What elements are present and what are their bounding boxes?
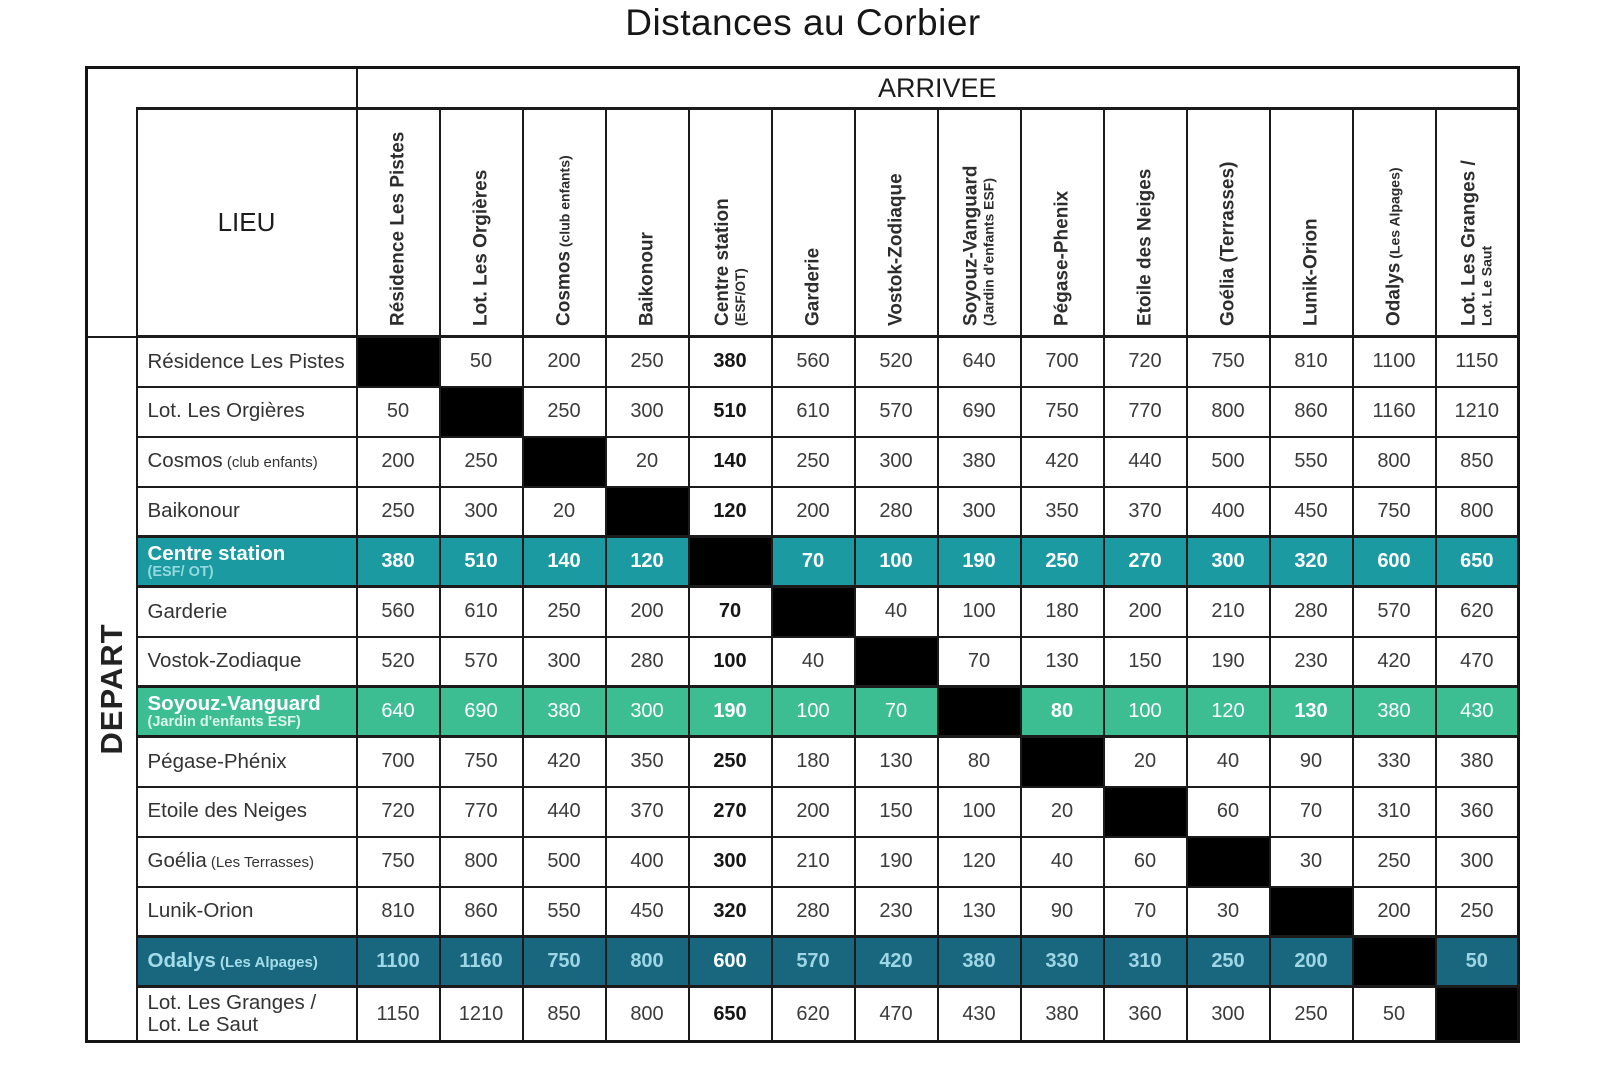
distance-cell: 650	[1436, 537, 1519, 587]
distance-cell: 1160	[1353, 387, 1436, 437]
distance-cell: 380	[357, 537, 440, 587]
distance-cell: 600	[1353, 537, 1436, 587]
distance-cell: 430	[1436, 687, 1519, 737]
distance-cell: 270	[1104, 537, 1187, 587]
distance-cell: 130	[855, 737, 938, 787]
distance-cell: 640	[357, 687, 440, 737]
distance-cell: 300	[606, 387, 689, 437]
distance-cell: 300	[440, 487, 523, 537]
column-header: Garderie	[772, 109, 855, 337]
row-label: Lot. Les Orgières	[137, 387, 357, 437]
distance-cell: 1160	[440, 937, 523, 987]
distance-cell: 250	[1270, 987, 1353, 1042]
distance-cell: 720	[357, 787, 440, 837]
distance-cell: 40	[772, 637, 855, 687]
distance-cell: 690	[938, 387, 1021, 437]
column-header: Résidence Les Pistes	[357, 109, 440, 337]
column-header: Baikonour	[606, 109, 689, 337]
distance-cell: 20	[1021, 787, 1104, 837]
distance-cell: 50	[1436, 937, 1519, 987]
distance-cell: 300	[689, 837, 772, 887]
lieu-header: LIEU	[137, 109, 357, 337]
diagonal-cell	[1436, 987, 1519, 1042]
column-header: Etoile des Neiges	[1104, 109, 1187, 337]
distance-cell: 200	[772, 487, 855, 537]
table-row	[87, 687, 1519, 737]
distance-cell: 690	[440, 687, 523, 737]
column-header: Soyouz-Vanguard (Jardin d'enfants ESF)	[938, 109, 1021, 337]
distance-cell: 380	[1436, 737, 1519, 787]
distance-cell: 300	[1436, 837, 1519, 887]
distance-cell: 190	[1187, 637, 1270, 687]
row-label: Etoile des Neiges	[137, 787, 357, 837]
distance-cell: 800	[440, 837, 523, 887]
distance-cell: 280	[606, 637, 689, 687]
distance-cell: 200	[1104, 587, 1187, 637]
distance-cell: 40	[855, 587, 938, 637]
distance-cell: 510	[689, 387, 772, 437]
distance-cell: 1150	[357, 987, 440, 1042]
distance-cell: 200	[772, 787, 855, 837]
distance-cell: 100	[855, 537, 938, 587]
distance-cell: 50	[440, 337, 523, 387]
distance-cell: 620	[772, 987, 855, 1042]
distance-cell: 200	[1353, 887, 1436, 937]
table-row	[87, 537, 1519, 587]
distance-cell: 330	[1021, 937, 1104, 987]
distance-cell: 610	[440, 587, 523, 637]
distance-cell: 200	[606, 587, 689, 637]
column-header-row	[87, 109, 1519, 337]
row-label: Résidence Les Pistes	[137, 337, 357, 387]
distance-cell: 700	[357, 737, 440, 787]
distance-cell: 420	[855, 937, 938, 987]
arrivee-header: ARRIVEE	[357, 68, 1519, 109]
distance-cell: 520	[855, 337, 938, 387]
column-header: Odalys (Les Alpages)	[1353, 109, 1436, 337]
distance-cell: 250	[523, 587, 606, 637]
distance-cell: 190	[689, 687, 772, 737]
distance-cell: 200	[357, 437, 440, 487]
distance-cell: 550	[1270, 437, 1353, 487]
distance-cell: 450	[606, 887, 689, 937]
top-left-spacer	[87, 68, 357, 109]
distance-cell: 180	[772, 737, 855, 787]
distance-cell: 520	[357, 637, 440, 687]
distance-cell: 190	[855, 837, 938, 887]
distance-cell: 20	[1104, 737, 1187, 787]
distance-cell: 70	[855, 687, 938, 737]
distance-cell: 360	[1436, 787, 1519, 837]
distance-cell: 20	[606, 437, 689, 487]
distance-cell: 250	[357, 487, 440, 537]
diagonal-cell	[855, 637, 938, 687]
distance-table	[85, 66, 1520, 1043]
distance-cell: 420	[523, 737, 606, 787]
distance-cell: 380	[689, 337, 772, 387]
column-header: Cosmos (club enfants)	[523, 109, 606, 337]
distance-cell: 120	[606, 537, 689, 587]
row-label: Soyouz-Vanguard (Jardin d'enfants ESF)	[137, 687, 357, 737]
distance-cell: 370	[1104, 487, 1187, 537]
distance-cell: 470	[1436, 637, 1519, 687]
distance-cell: 750	[357, 837, 440, 887]
distance-cell: 300	[523, 637, 606, 687]
distance-cell: 370	[606, 787, 689, 837]
distance-cell: 450	[1270, 487, 1353, 537]
distance-cell: 130	[1021, 637, 1104, 687]
distance-cell: 150	[1104, 637, 1187, 687]
distance-cell: 570	[440, 637, 523, 687]
depart-header	[87, 337, 137, 1042]
distance-cell: 300	[938, 487, 1021, 537]
distance-cell: 430	[938, 987, 1021, 1042]
diagonal-cell	[357, 337, 440, 387]
distance-cell: 380	[1353, 687, 1436, 737]
distance-cell: 1100	[357, 937, 440, 987]
distance-cell: 750	[1021, 387, 1104, 437]
distance-cell: 270	[689, 787, 772, 837]
row-label: Baikonour	[137, 487, 357, 537]
distance-cell: 1210	[440, 987, 523, 1042]
distance-cell: 150	[855, 787, 938, 837]
diagonal-cell	[606, 487, 689, 537]
distance-cell: 60	[1187, 787, 1270, 837]
distance-cell: 500	[523, 837, 606, 887]
depart-label: DEPART	[93, 623, 129, 755]
distance-cell: 310	[1353, 787, 1436, 837]
distance-cell: 50	[1353, 987, 1436, 1042]
distance-cell: 600	[689, 937, 772, 987]
table-row	[87, 637, 1519, 687]
diagonal-cell	[772, 587, 855, 637]
distance-cell: 140	[523, 537, 606, 587]
distance-cell: 380	[938, 937, 1021, 987]
distance-cell: 190	[938, 537, 1021, 587]
distance-cell: 500	[1187, 437, 1270, 487]
distance-cell: 180	[1021, 587, 1104, 637]
distance-cell: 140	[689, 437, 772, 487]
column-header: Centre station (ESF/OT)	[689, 109, 772, 337]
distance-cell: 560	[357, 587, 440, 637]
distance-cell: 510	[440, 537, 523, 587]
distance-cell: 320	[1270, 537, 1353, 587]
diagonal-cell	[1187, 837, 1270, 887]
table-row	[87, 387, 1519, 437]
distance-cell: 850	[1436, 437, 1519, 487]
table-row	[87, 887, 1519, 937]
distance-cell: 250	[772, 437, 855, 487]
distance-cell: 30	[1270, 837, 1353, 887]
distance-cell: 620	[1436, 587, 1519, 637]
distance-cell: 1100	[1353, 337, 1436, 387]
distance-cell: 100	[1104, 687, 1187, 737]
distance-cell: 120	[1187, 687, 1270, 737]
distance-cell: 350	[1021, 487, 1104, 537]
distance-cell: 20	[523, 487, 606, 537]
distance-cell: 70	[938, 637, 1021, 687]
distance-cell: 800	[606, 987, 689, 1042]
diagonal-cell	[523, 437, 606, 487]
distance-cell: 380	[938, 437, 1021, 487]
distance-cell: 200	[1270, 937, 1353, 987]
distance-cell: 40	[1021, 837, 1104, 887]
distance-cell: 90	[1270, 737, 1353, 787]
distance-cell: 770	[440, 787, 523, 837]
distance-cell: 720	[1104, 337, 1187, 387]
table-row	[87, 937, 1519, 987]
distance-cell: 70	[1104, 887, 1187, 937]
distance-cell: 420	[1353, 637, 1436, 687]
distance-cell: 120	[689, 487, 772, 537]
distance-cell: 650	[689, 987, 772, 1042]
distance-cell: 800	[1187, 387, 1270, 437]
table-row	[87, 587, 1519, 637]
distance-cell: 1210	[1436, 387, 1519, 437]
distance-cell: 130	[1270, 687, 1353, 737]
row-label: Pégase-Phénix	[137, 737, 357, 787]
table-row	[87, 487, 1519, 537]
row-label: Vostok-Zodiaque	[137, 637, 357, 687]
distance-cell: 640	[938, 337, 1021, 387]
distance-cell: 850	[523, 987, 606, 1042]
column-header: Vostok-Zodiaque	[855, 109, 938, 337]
distance-cell: 550	[523, 887, 606, 937]
distance-cell: 250	[1353, 837, 1436, 887]
table-row	[87, 337, 1519, 387]
distance-cell: 250	[440, 437, 523, 487]
distance-cell: 570	[1353, 587, 1436, 637]
distance-cell: 280	[855, 487, 938, 537]
distance-cell: 100	[938, 787, 1021, 837]
column-header: Lunik-Orion	[1270, 109, 1353, 337]
distance-cell: 440	[523, 787, 606, 837]
page-title: Distances au Corbier	[625, 2, 981, 43]
diagonal-cell	[1270, 887, 1353, 937]
distance-cell: 750	[1187, 337, 1270, 387]
distance-cell: 400	[1187, 487, 1270, 537]
distance-cell: 440	[1104, 437, 1187, 487]
table-row	[87, 787, 1519, 837]
distance-cell: 810	[1270, 337, 1353, 387]
distance-cell: 130	[938, 887, 1021, 937]
distance-cell: 250	[1187, 937, 1270, 987]
distance-cell: 280	[772, 887, 855, 937]
distance-cell: 90	[1021, 887, 1104, 937]
distance-cell: 860	[1270, 387, 1353, 437]
column-header: Pégase-Phenix	[1021, 109, 1104, 337]
distance-cell: 250	[523, 387, 606, 437]
distance-cell: 800	[1436, 487, 1519, 537]
distance-cell: 250	[1436, 887, 1519, 937]
distance-cell: 280	[1270, 587, 1353, 637]
distance-cell: 100	[689, 637, 772, 687]
distance-cell: 800	[606, 937, 689, 987]
table-row	[87, 987, 1519, 1042]
distance-cell: 610	[772, 387, 855, 437]
distance-cell: 700	[1021, 337, 1104, 387]
distance-cell: 250	[689, 737, 772, 787]
arrivee-row	[87, 68, 1519, 109]
distance-cell: 330	[1353, 737, 1436, 787]
distance-cell: 470	[855, 987, 938, 1042]
row-label: Goélia (Les Terrasses)	[137, 837, 357, 887]
row-label: Centre station (ESF/ OT)	[137, 537, 357, 587]
distance-cell: 250	[1021, 537, 1104, 587]
distance-cell: 210	[772, 837, 855, 887]
row-label: Odalys (Les Alpages)	[137, 937, 357, 987]
column-header: Lot. Les Orgières	[440, 109, 523, 337]
distance-cell: 320	[689, 887, 772, 937]
distance-cell: 750	[1353, 487, 1436, 537]
column-header: Goélia (Terrasses)	[1187, 109, 1270, 337]
diagonal-cell	[1353, 937, 1436, 987]
distance-cell: 200	[523, 337, 606, 387]
distance-cell: 570	[772, 937, 855, 987]
distance-cell: 230	[1270, 637, 1353, 687]
row-label: Lot. Les Granges / Lot. Le Saut	[137, 987, 357, 1042]
diagonal-cell	[440, 387, 523, 437]
distance-cell: 570	[855, 387, 938, 437]
distance-cell: 1150	[1436, 337, 1519, 387]
distance-cell: 380	[523, 687, 606, 737]
row-label: Garderie	[137, 587, 357, 637]
table-row	[87, 437, 1519, 487]
distance-cell: 70	[1270, 787, 1353, 837]
distance-cell: 420	[1021, 437, 1104, 487]
table-row	[87, 837, 1519, 887]
distance-cell: 60	[1104, 837, 1187, 887]
distance-cell: 40	[1187, 737, 1270, 787]
distance-cell: 560	[772, 337, 855, 387]
distance-cell: 300	[1187, 537, 1270, 587]
distance-cell: 400	[606, 837, 689, 887]
distance-cell: 750	[523, 937, 606, 987]
distance-cell: 70	[772, 537, 855, 587]
distance-cell: 360	[1104, 987, 1187, 1042]
distance-cell: 380	[1021, 987, 1104, 1042]
distance-cell: 250	[606, 337, 689, 387]
distance-cell: 80	[1021, 687, 1104, 737]
distance-cell: 750	[440, 737, 523, 787]
row-label: Cosmos (club enfants)	[137, 437, 357, 487]
table-row	[87, 737, 1519, 787]
distance-cell: 70	[689, 587, 772, 637]
diagonal-cell	[938, 687, 1021, 737]
distance-cell: 860	[440, 887, 523, 937]
distance-cell: 300	[606, 687, 689, 737]
diagonal-cell	[689, 537, 772, 587]
distance-cell: 300	[1187, 987, 1270, 1042]
distance-cell: 230	[855, 887, 938, 937]
left-spacer	[87, 109, 137, 337]
column-header: Lot. Les Granges / Lot. Le Saut	[1436, 109, 1519, 337]
distance-cell: 770	[1104, 387, 1187, 437]
distance-cell: 30	[1187, 887, 1270, 937]
distance-cell: 310	[1104, 937, 1187, 987]
distance-cell: 80	[938, 737, 1021, 787]
distance-cell: 350	[606, 737, 689, 787]
distance-cell: 50	[357, 387, 440, 437]
row-label: Lunik-Orion	[137, 887, 357, 937]
diagonal-cell	[1021, 737, 1104, 787]
distance-cell: 810	[357, 887, 440, 937]
distance-cell: 800	[1353, 437, 1436, 487]
distance-cell: 100	[938, 587, 1021, 637]
distance-cell: 120	[938, 837, 1021, 887]
distance-cell: 300	[855, 437, 938, 487]
diagonal-cell	[1104, 787, 1187, 837]
distance-cell: 100	[772, 687, 855, 737]
distance-cell: 210	[1187, 587, 1270, 637]
